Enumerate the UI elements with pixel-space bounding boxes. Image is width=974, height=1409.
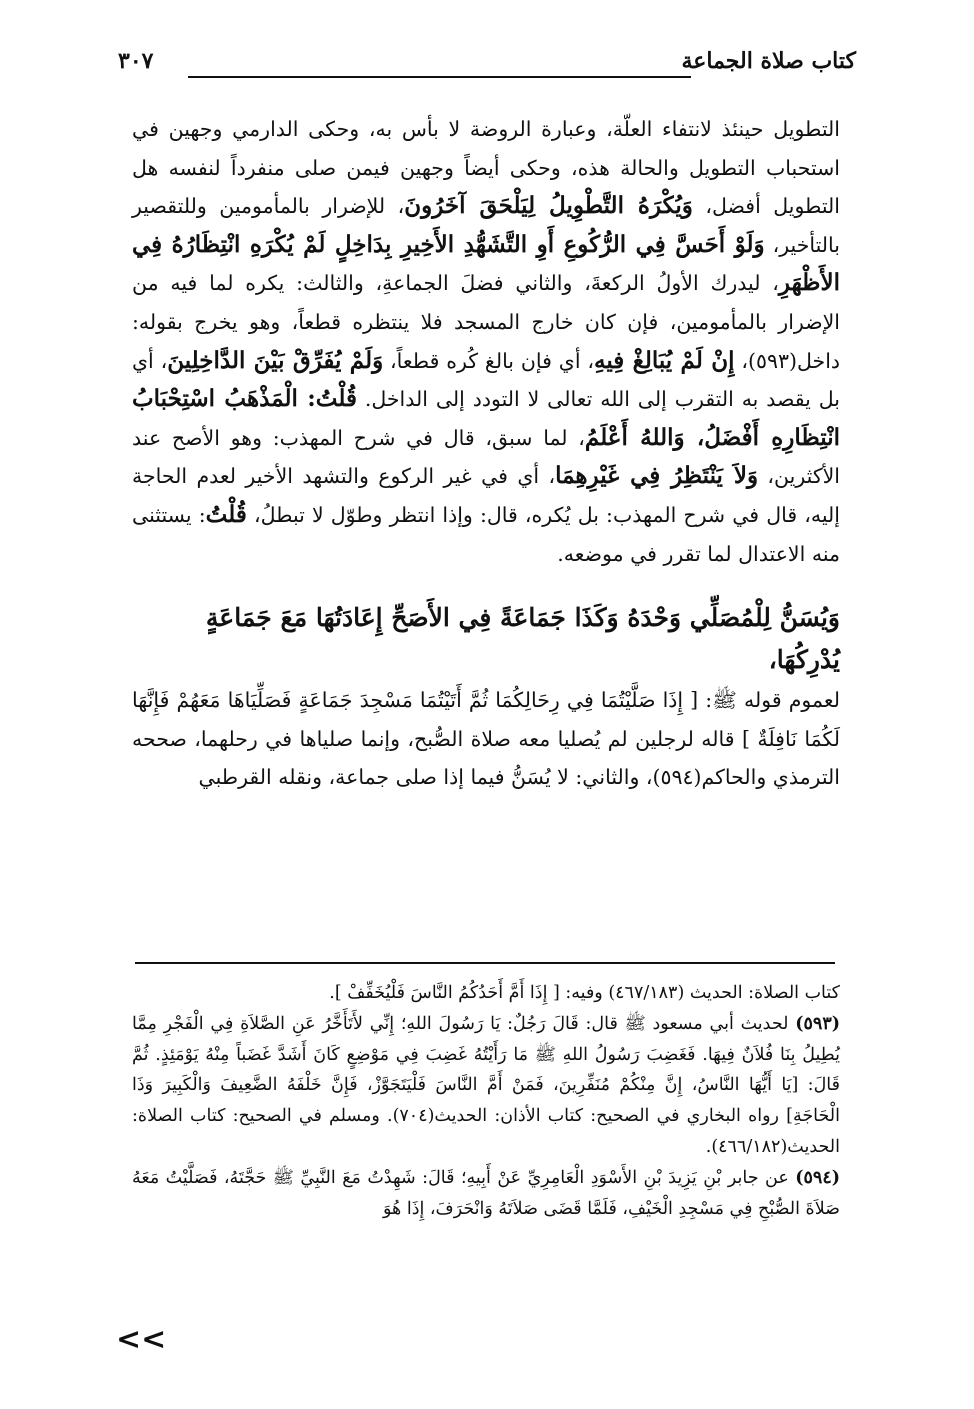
text-run: ، للإضرار بالمأمومين وللتقصير بالتأخير، [132, 194, 840, 257]
matn-text: إِنْ لَمْ يُبَالِغْ فِيهِ [594, 346, 735, 374]
text-run: ، ليدرك الأولُ الركعةَ، والثاني فضلَ الجماعةِ، والثالث: يكره لما فيه من الإضرار بالمأمومين، فإن كان خارج المسجد فلا ينتظره قطعاً، وهو يخرج بقوله: داخل(٥٩٣)، [132, 271, 841, 373]
continuation-mark: << [116, 1322, 167, 1357]
text-run: لعموم قوله ﷺ: [ إِذَا صَلَّيْتُمَا فِي رِحَالِكُمَا ثُمَّ أَتَيْتُمَا مَسْجِدَ جَمَاعَةٍ فَصَلِّيَاهَا مَعَهُمْ فَإِنَّهَا لَكُمَا نَافِلَةٌ ] قاله لرجلين لم يُصليا معه صلاة الصُّبح، وإنما صلياها في رحلهما، صححه الترمذي والحاكم(٥٩٤)، والثاني: لا يُسَنُّ فيما إذا صلى جماعة، ونقله القرطبي [132, 688, 840, 790]
header-rule [188, 76, 691, 78]
text-run: التطويل حينئذ لانتفاء العلّة، وعبارة الروضة لا بأس به، وحكى الدارمي وجهين في استحباب التطويل والحالة هذه، وحكى أيضاً وجهين فيمن صلى منفرداً لنفسه هل التطويل أفضل، [132, 117, 840, 219]
paragraph-1 [132, 110, 840, 573]
spacer [132, 573, 840, 597]
footnote-text: عن جابر بْنِ يَزِيدَ بْنِ الأَسْوَدِ الْعَامِرِيِّ عَنْ أَبِيهِ؛ قَالَ: شَهِدْتُ مَعَ النَّبِيِّ ﷺ حَجَّتَهُ، فَصَلَّيْتُ مَعَهُ صَلاَةَ الصُّبْحِ فِي مَسْجِدِ الْخَيْفِ، فَلَمَّا قَضَى صَلاَتَهُ وَانْحَرَفَ، إِذَا هُوَ [132, 1167, 840, 1219]
section-heading: وَيُسَنُّ لِلْمُصَلِّي وَحْدَهُ وَكَذَا جَمَاعَةً فِي الأَصَحِّ إِعَادَتُهَا مَعَ جَمَاعَةٍ يُدْرِكُهَا، [205, 603, 840, 675]
matn-text: وَيُكْرَهُ التَّطْوِيلُ لِيَلْحَقَ آخَرُونَ [404, 192, 693, 220]
footnote-number: (٥٩٣) [795, 1013, 840, 1034]
text-run: : يستثنى منه الاعتدال لما تقرر في موضعه. [132, 502, 840, 566]
page-header [118, 44, 856, 84]
footnote-number: (٥٩٤) [795, 1167, 840, 1188]
page-number: ٣٠٧ [118, 48, 154, 74]
footnote-text: لحديث أبي مسعود ﷺ قال: قَالَ رَجُلٌ: يَا رَسُولَ اللهِ؛ إِنِّي لأَتَأَخَّرُ عَنِ الصَّلاَةِ فِي الْفَجْرِ مِمَّا يُطِيلُ بِنَا فُلاَنٌ فِيهَا. فَغَضِبَ رَسُولُ اللهِ ﷺ مَا رَأَيْتُهُ غَضِبَ فِي مَوْضِعٍ كَانَ أَشَدَّ غَضَباً مِنْهُ يَوْمَئِذٍ. ثُمَّ قَالَ: [يَا أَيُّهَا النَّاسُ، إِنَّ مِنْكُمْ مُنَفِّرِينَ، فَمَنْ أَمَّ النَّاسَ فَلْيَتَجَوَّزْ، فَإِنَّ خَلْفَهُ الضَّعِيفَ وَالْكَبِيرَ وَذَا الْحَاجَةِ] رواه البخاري في الصحيح: كتاب الأذان: الحديث(٧٠٤). ومسلم في الصحيح: كتاب الصلاة: الحديث(٤٦٦/١٨٢). [132, 1013, 840, 1157]
footnote-594 [132, 1163, 840, 1225]
footnote-continued: كتاب الصلاة: الحديث (٤٦٧/١٨٣) وفيه: [ إِذَا أَمَّ أَحَدُكُمُ النَّاسَ فَلْيُخَفِّفْ ]. [329, 983, 840, 1003]
matn-text: قُلْتُ: الْمَذْهَبُ اسْتِحْبَابُ انْتِظَارِهِ أَفْضَلُ، وَاللهُ أَعْلَمُ [132, 385, 840, 451]
matn-text: قُلْتُ [205, 500, 247, 528]
footnote-593 [132, 1009, 840, 1163]
running-title: كتاب صلاة الجماعة [681, 48, 856, 74]
text-run: ، لما سبق، قال في شرح المهذب: وهو الأصح عند الأكثرين، [132, 425, 840, 489]
matn-text: وَلَوْ أَحَسَّ فِي الرُّكُوعِ أَوِ التَّشَهُّدِ الأَخِيرِ بِدَاخِلٍ لَمْ يُكْرَهِ انْتِظَارُهُ فِي الأَظْهَرِ [132, 230, 840, 297]
main-text [132, 110, 840, 797]
matn-text: وَلَمْ يُفَرِّقْ بَيْنَ الدَّاخِلِينَ [167, 346, 384, 374]
paragraph-2 [132, 681, 840, 797]
matn-text: وَلاَ يَنْتَظِرُ فِي غَيْرِهِمَا [555, 462, 759, 490]
text-run: ، أي فإن بالغ كُره قطعاً، [383, 348, 595, 373]
footnotes [132, 978, 840, 1224]
footnote-separator [135, 962, 835, 964]
text-run: ، أي في غير الركوع والتشهد الأخير لعدم الحاجة إليه، قال في شرح المهذب: بل يُكره، قال: وإذا انتظر وطوّل لا تبطلُ، [132, 464, 841, 527]
text-run: ، أي بل يقصد به التقرب إلى الله تعالى لا التودد إلى الداخل. [132, 348, 840, 412]
